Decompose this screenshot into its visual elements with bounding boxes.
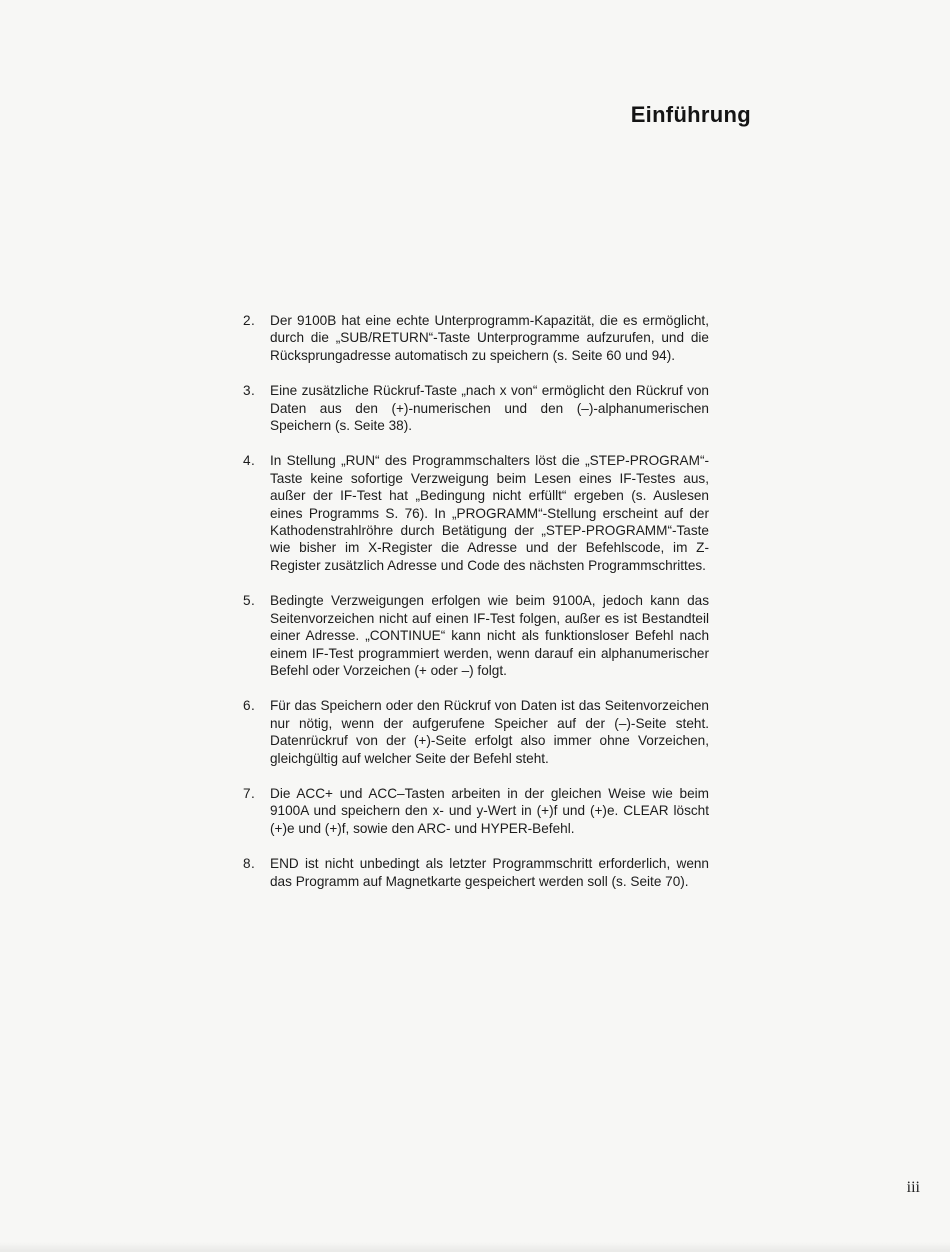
list-item [243,855,709,890]
list-item [243,312,709,364]
page-number: iii [906,1179,920,1196]
item-number: 4. [243,453,256,469]
item-text: Die ACC+ und ACC–Tasten arbeiten in der gleichen Weise wie beim 9100A und speichern den x- und y-Wert in (+)f und (+)e. CLEAR löscht (+)e und (+)f, sowie den ARC- und HYPER-Befehl. [270,785,709,836]
list-item [243,785,709,837]
item-number: 3. [243,383,256,399]
item-number: 7. [243,785,256,801]
item-number: 8. [243,856,256,872]
item-text: Eine zusätzliche Rückruf-Taste „nach x von“ ermöglicht den Rückruf von Daten aus den (+)-numerischen und den (–)-alphanumerischen Speichern (s. Seite 38). [270,383,709,434]
list-item [243,592,709,679]
item-text: Der 9100B hat eine echte Unterprogramm-Kapazität, die es ermöglicht, durch die „SUB/RETURN“-Taste Unterprogramme aufzurufen, und die Rücksprungadresse automatisch zu speichern (s. Seite 60 und 94). [270,313,709,363]
item-text: END ist nicht unbedingt als letzter Programmschritt erforderlich, wenn das Programm auf Magnetkarte gespeichert werden soll (s. Seite 70). [270,856,709,889]
item-number: 6. [243,698,256,714]
item-text: Bedingte Verzweigungen erfolgen wie beim 9100A, jedoch kann das Seitenvorzeichen nicht auf einen IF-Test folgen, außer es ist Bestandteil einer Adresse. „CONTINUE“ kann nicht als funktionsloser Befehl nach einem IF-Test programmiert werden, wenn darauf ein alphanumerischer Befehl oder Vorzeichen (+ oder –) folgt. [270,593,709,678]
item-number: 5. [243,593,256,609]
item-number: 2. [243,313,256,328]
item-text: Für das Speichern oder den Rückruf von Daten ist das Seitenvorzeichen nur nötig, wenn der aufgerufene Speicher auf der (–)-Seite steht. Datenrückruf von der (+)-Seite erfolgt also immer ohne Vorzeichen, gleichgültig auf welcher Seite der Befehl steht. [270,698,709,766]
page-title: Einführung [630,102,751,127]
scan-edge-shadow [0,1242,950,1252]
list-item [243,697,709,767]
item-text: In Stellung „RUN“ des Programmschalters löst die „STEP-PROGRAM“-Taste keine sofortige Verzweigung beim Lesen eines IF-Testes aus, außer der IF-Test hat „Bedingung nicht erfüllt“ ergeben (s. Auslesen eines Programms S. 76). In „PROGRAMM“-Stellung erscheint auf der Kathodenstrahlröhre durch Betätigung der „STEP-PROGRAMM“-Taste wie bisher im X-Register die Adresse und der Befehlscode, im Z-Register zusätzlich Adresse und Code des nächsten Programmschrittes. [270,453,709,573]
list-item [243,452,709,574]
list-item [243,382,709,434]
feature-list [243,312,709,908]
